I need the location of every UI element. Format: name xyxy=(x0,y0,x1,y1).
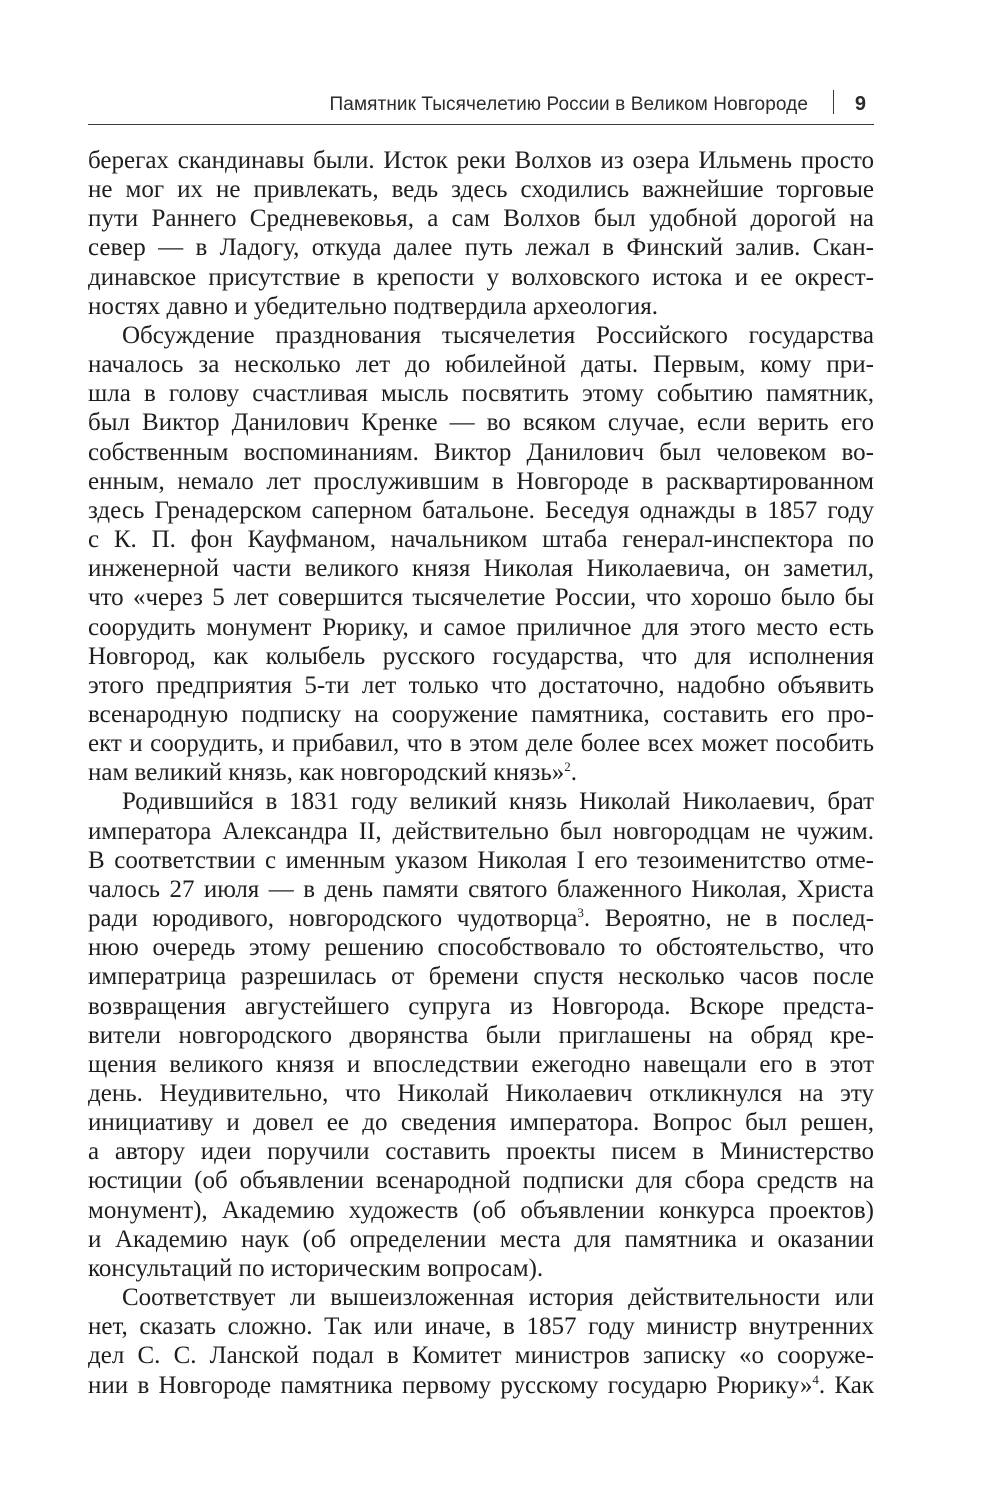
line-text: соорудить монумент Рюрику, и самое приличное для этого место есть xyxy=(88,613,874,641)
line-text: ради юродивого, новгородского чудотворца xyxy=(88,905,578,933)
text-line xyxy=(88,1021,874,1050)
body-text xyxy=(88,146,874,1400)
line-text: инженерной части великого князя Николая Николаевича, он заметил, xyxy=(88,555,874,583)
line-text-tail: . Как xyxy=(818,1371,875,1399)
line-text: ностях давно и убедительно подтвердила археология. xyxy=(88,292,659,320)
text-line xyxy=(88,875,874,904)
text-line xyxy=(88,1196,874,1225)
line-text: енным, немало лет прослужившим в Новгороде в расквартированном xyxy=(88,467,874,495)
line-text: был Виктор Данилович Кренке — во всяком случае, если верить его xyxy=(88,409,874,437)
text-line xyxy=(88,904,874,933)
text-line xyxy=(88,758,874,787)
header-divider xyxy=(833,90,835,114)
text-line xyxy=(88,175,874,204)
text-line xyxy=(88,583,874,612)
text-line xyxy=(88,642,874,671)
paragraph xyxy=(88,146,874,321)
text-line xyxy=(88,700,874,729)
text-line xyxy=(88,992,874,1021)
running-title: Памятник Тысячелетию России в Великом Новгороде xyxy=(329,94,808,115)
text-line xyxy=(88,1225,874,1254)
line-text: императора Александра II, действительно был новгородцам не чужим. xyxy=(88,817,874,845)
text-line xyxy=(88,379,874,408)
line-text: собственным воспоминаниям. Виктор Данилович был человеком во- xyxy=(88,438,874,466)
text-line xyxy=(88,962,874,991)
text-line xyxy=(88,408,874,437)
line-text: день. Неудивительно, что Николай Николаевич откликнулся на эту xyxy=(88,1080,874,1107)
line-text: динавское присутствие в крепости у волховского истока и ее окрест- xyxy=(88,263,874,291)
line-text: инициативу и довел ее до сведения императора. Вопрос был решен, xyxy=(88,1109,874,1137)
text-line xyxy=(88,292,874,321)
text-line xyxy=(88,1108,874,1137)
line-text: Соответствует ли вышеизложенная история действительности или xyxy=(122,1284,874,1312)
line-text: чалось 27 июля — в день памяти святого блаженного Николая, Христа xyxy=(88,875,874,903)
text-line xyxy=(88,787,874,816)
line-text: нет, сказать сложно. Так или иначе, в 1857 году министр внутренних xyxy=(88,1313,874,1341)
line-text: что «через 5 лет совершится тысячелетие России, что хорошо было бы xyxy=(88,584,874,612)
line-text: дел С. С. Ланской подал в Комитет министров записку «о сооруже- xyxy=(88,1342,874,1370)
line-text: консультаций по историческим вопросам). xyxy=(88,1254,544,1282)
text-line xyxy=(88,613,874,642)
text-line xyxy=(88,933,874,962)
line-text: пути Раннего Средневековья, а сам Волхов был удобной дорогой на xyxy=(88,205,874,233)
text-line xyxy=(88,1137,874,1166)
line-text: В соответствии с именным указом Николая I его тезоименитство отме- xyxy=(88,846,874,874)
line-text: север — в Ладогу, откуда далее путь лежал в Финский залив. Скан- xyxy=(88,234,874,262)
text-line xyxy=(88,146,874,175)
footnote-ref: 4 xyxy=(812,1371,819,1387)
line-text: и Академию наук (об определении места для памятника и оказании xyxy=(88,1225,874,1253)
text-line xyxy=(88,496,874,525)
text-line xyxy=(88,1254,874,1283)
line-text: нам великий князь, как новгородский князь» xyxy=(88,759,565,787)
line-text: монумент), Академию художеств (об объявлении конкурса проектов) xyxy=(88,1196,874,1224)
line-text: Родившийся в 1831 году великий князь Николай Николаевич, брат xyxy=(122,788,874,816)
paragraph xyxy=(88,321,874,788)
line-text: здесь Гренадерском саперном батальоне. Беседуя однажды в 1857 году xyxy=(88,496,874,524)
text-line xyxy=(88,321,874,350)
text-line xyxy=(88,846,874,875)
page-number: 9 xyxy=(854,93,866,115)
paragraph xyxy=(88,1283,874,1400)
running-header xyxy=(88,90,874,125)
line-text: щения великого князя и впоследствии ежегодно навещали его в этот xyxy=(88,1050,874,1078)
text-line xyxy=(88,233,874,262)
text-line xyxy=(88,263,874,292)
footnote-ref: 3 xyxy=(577,905,584,921)
text-line xyxy=(88,729,874,758)
text-line xyxy=(88,467,874,496)
text-line xyxy=(88,1312,874,1341)
text-line xyxy=(88,438,874,467)
text-line xyxy=(88,1283,874,1312)
text-line xyxy=(88,1371,874,1400)
line-text: а автору идеи поручили составить проекты писем в Министерство xyxy=(88,1138,874,1166)
line-text: с К. П. фон Кауфманом, начальником штаба генерал-инспектора по xyxy=(88,526,874,554)
text-line xyxy=(88,1079,874,1108)
line-text: нюю очередь этому решению способствовало то обстоятельство, что xyxy=(88,934,874,962)
text-line xyxy=(88,525,874,554)
line-text: вители новгородского дворянства были приглашены на обряд кре- xyxy=(88,1021,874,1049)
text-line xyxy=(88,204,874,233)
line-text: императрица разрешилась от бремени спустя несколько часов после xyxy=(88,963,874,991)
line-text: шла в голову счастливая мысль посвятить этому событию памятник, xyxy=(88,380,874,408)
line-text: возвращения августейшего супруга из Новгорода. Вскоре предста- xyxy=(88,992,874,1020)
line-text: Обсуждение празднования тысячелетия Российского государства xyxy=(122,321,874,349)
line-text-tail: . Вероятно, не в послед- xyxy=(583,905,875,933)
text-line xyxy=(88,1341,874,1370)
text-line xyxy=(88,554,874,583)
footnote-ref: 2 xyxy=(564,759,571,775)
text-line xyxy=(88,817,874,846)
text-line xyxy=(88,671,874,700)
line-text: не мог их не привлекать, ведь здесь сходились важнейшие торговые xyxy=(88,176,874,204)
line-text: нии в Новгороде памятника первому русскому государю Рюрику» xyxy=(88,1371,813,1399)
line-text: началось за несколько лет до юбилейной даты. Первым, кому при- xyxy=(88,351,874,379)
line-text-tail: . xyxy=(570,759,577,787)
line-text: Новгород, как колыбель русского государства, что для исполнения xyxy=(88,642,874,670)
line-text: юстиции (об объявлении всенародной подписки для сбора средств на xyxy=(88,1167,874,1195)
text-line xyxy=(88,1166,874,1195)
line-text: этого предприятия 5-ти лет только что достаточно, надобно объявить xyxy=(88,671,874,699)
text-line xyxy=(88,350,874,379)
paragraph xyxy=(88,787,874,1283)
line-text: всенародную подписку на сооружение памятника, составить его про- xyxy=(88,700,874,728)
line-text: берегах скандинавы были. Исток реки Волхов из озера Ильмень просто xyxy=(88,147,874,174)
line-text: ект и соорудить, и прибавил, что в этом деле более всех может пособить xyxy=(88,730,874,758)
text-line xyxy=(88,1050,874,1079)
